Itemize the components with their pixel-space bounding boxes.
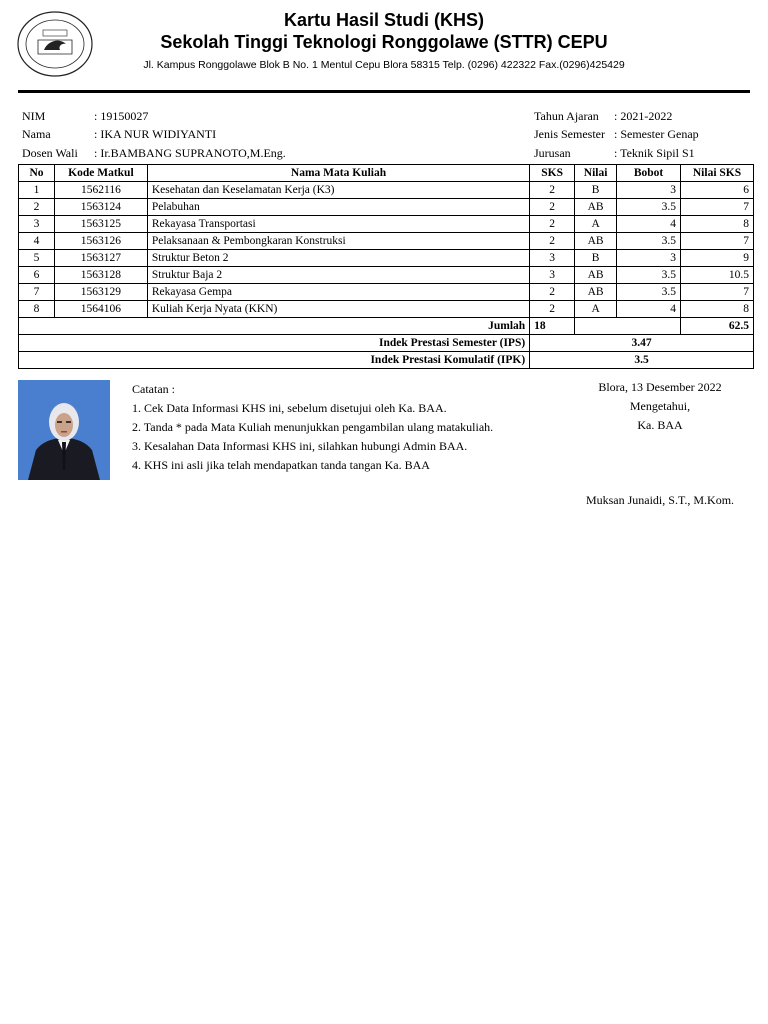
dosen-label: Dosen Wali [22,146,78,160]
cell-no: 3 [19,216,55,233]
table-row [19,250,754,267]
header-nilai: Nilai [575,165,617,182]
cell-kode: 1563129 [54,284,147,301]
notes-title: Catatan : [132,382,175,396]
signature-role: Ka. BAA [637,418,683,432]
cell-nama: Kuliah Kerja Nyata (KKN) [147,301,529,318]
ipk-label: Indek Prestasi Komulatif (IPK) [19,352,530,369]
jumlah-row [19,318,754,335]
signature-name: Muksan Junaidi, S.T., M.Kom. [585,493,735,507]
table-row [19,199,754,216]
jurusan-row [534,146,695,161]
note-item: 4. KHS ini asli jika telah mendapatkan tanda tangan Ka. BAA [132,458,430,472]
table-row [19,233,754,250]
ips-row [19,335,754,352]
ipk-value: 3.5 [530,352,754,369]
cell-nama: Struktur Beton 2 [147,250,529,267]
cell-sks: 2 [530,284,575,301]
grades-table [18,164,754,369]
header-bobot: Bobot [617,165,681,182]
ipk-row [19,352,754,369]
cell-nilai: A [575,301,617,318]
cell-kode: 1564106 [54,301,147,318]
table-row [19,182,754,199]
cell-no: 5 [19,250,55,267]
cell-nilai-sks: 8 [681,216,754,233]
ips-label: Indek Prestasi Semester (IPS) [19,335,530,352]
table-row [19,267,754,284]
nim-value: : 19150027 [94,109,149,123]
tahun-row [534,109,672,124]
nama-row [22,127,216,142]
tahun-label: Tahun Ajaran [534,109,599,123]
cell-nilai: AB [575,267,617,284]
cell-no: 6 [19,267,55,284]
tahun-value: : 2021-2022 [614,109,673,123]
table-row [19,301,754,318]
cell-kode: 1563127 [54,250,147,267]
cell-no: 8 [19,301,55,318]
cell-sks: 3 [530,250,575,267]
jurusan-value: : Teknik Sipil S1 [614,146,695,160]
cell-bobot: 4 [617,216,681,233]
cell-kode: 1563124 [54,199,147,216]
jurusan-label: Jurusan [534,146,571,160]
cell-bobot: 3.5 [617,284,681,301]
note-item: 3. Kesalahan Data Informasi KHS ini, silahkan hubungi Admin BAA. [132,439,468,453]
nim-row [22,109,148,124]
cell-nilai: AB [575,199,617,216]
cell-nama: Struktur Baja 2 [147,267,529,284]
jumlah-label: Jumlah [19,318,530,335]
cell-nilai-sks: 6 [681,182,754,199]
header-kode: Kode Matkul [54,165,147,182]
cell-nilai: AB [575,284,617,301]
semester-row [534,127,699,142]
cell-bobot: 4 [617,301,681,318]
header-sks: SKS [530,165,575,182]
cell-bobot: 3.5 [617,233,681,250]
cell-kode: 1563125 [54,216,147,233]
header-nama: Nama Mata Kuliah [147,165,529,182]
nim-label: NIM [22,109,46,123]
semester-label: Jenis Semester [534,127,605,141]
cell-sks: 2 [530,199,575,216]
cell-nama: Rekayasa Transportasi [147,216,529,233]
cell-no: 7 [19,284,55,301]
cell-nilai-sks: 10.5 [681,267,754,284]
cell-nama: Kesehatan dan Keselamatan Kerja (K3) [147,182,529,199]
cell-sks: 2 [530,216,575,233]
cell-nilai-sks: 7 [681,199,754,216]
cell-nama: Pelaksanaan & Pembongkaran Konstruksi [147,233,529,250]
table-header-row [19,165,754,182]
signature-mengetahui: Mengetahui, [629,399,691,413]
cell-kode: 1563126 [54,233,147,250]
signature-place-date: Blora, 13 Desember 2022 [598,380,722,394]
cell-nilai-sks: 7 [681,284,754,301]
cell-nilai-sks: 9 [681,250,754,267]
cell-nilai: AB [575,233,617,250]
jumlah-nilai-sks: 62.5 [681,318,754,335]
cell-nilai: B [575,182,617,199]
cell-sks: 2 [530,301,575,318]
header-no: No [19,165,55,182]
ips-value: 3.47 [530,335,754,352]
cell-no: 4 [19,233,55,250]
cell-kode: 1563128 [54,267,147,284]
cell-nilai-sks: 7 [681,233,754,250]
cell-bobot: 3 [617,182,681,199]
school-name: Sekolah Tinggi Teknologi Ronggolawe (STTR) CEPU [160,32,608,52]
cell-nama: Rekayasa Gempa [147,284,529,301]
dosen-value: : Ir.BAMBANG SUPRANOTO,M.Eng. [94,146,286,160]
student-photo [18,380,110,480]
table-row [19,216,754,233]
cell-bobot: 3.5 [617,267,681,284]
jumlah-sks: 18 [530,318,575,335]
table-row [19,284,754,301]
notes-section [132,380,493,475]
cell-no: 2 [19,199,55,216]
cell-bobot: 3 [617,250,681,267]
cell-sks: 2 [530,182,575,199]
header-divider [18,90,750,93]
cell-nilai: B [575,250,617,267]
cell-bobot: 3.5 [617,199,681,216]
semester-value: : Semester Genap [614,127,699,141]
dosen-row [22,146,286,161]
school-address: Jl. Kampus Ronggolawe Blok B No. 1 Mentul Cepu Blora 58315 Telp. (0296) 422322 Fax.(0296)425429 [143,59,625,71]
note-item: 2. Tanda * pada Mata Kuliah menunjukkan pengambilan ulang matakuliah. [132,420,494,434]
cell-sks: 2 [530,233,575,250]
jumlah-empty [575,318,681,335]
cell-kode: 1562116 [54,182,147,199]
header-nilai-sks: Nilai SKS [681,165,754,182]
cell-nilai: A [575,216,617,233]
nama-value: : IKA NUR WIDIYANTI [94,127,217,141]
note-item: 1. Cek Data Informasi KHS ini, sebelum disetujui oleh Ka. BAA. [132,401,447,415]
cell-nama: Pelabuhan [147,199,529,216]
cell-nilai-sks: 8 [681,301,754,318]
document-title: Kartu Hasil Studi (KHS) [283,10,484,30]
cell-sks: 3 [530,267,575,284]
cell-no: 1 [19,182,55,199]
nama-label: Nama [22,127,51,141]
